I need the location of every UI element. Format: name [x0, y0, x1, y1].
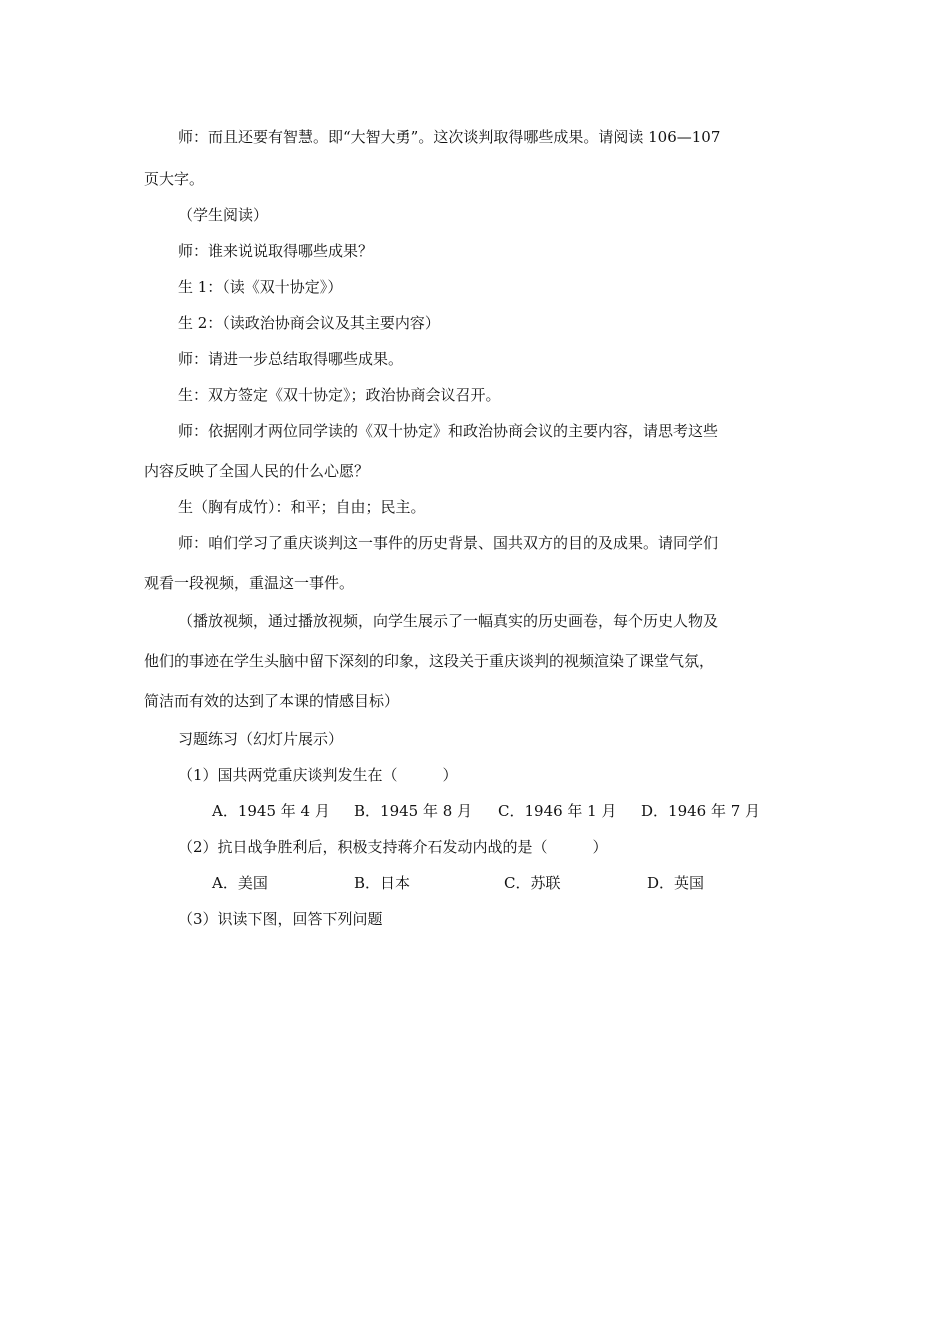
- question-3-stem: （3）识读下图，回答下列问题: [178, 910, 383, 928]
- paragraph-teacher-video-cont: 观看一段视频，重温这一事件。: [144, 574, 355, 592]
- paragraph-teacher-wisdom: 师：而且还要有智慧。即“大智大勇”。这次谈判取得哪些成果。请阅读 106—107: [178, 128, 721, 146]
- exercise-heading: 习题练习（幻灯片展示）: [178, 730, 344, 748]
- question-2-option-a: A．美国: [212, 874, 268, 892]
- paragraph-teacher-wisdom-cont: 页大字。: [144, 170, 205, 188]
- question-1-option-d: D．1946 年 7 月: [641, 802, 761, 820]
- paragraph-student-confident: 生（胸有成竹）：和平；自由；民主。: [178, 498, 426, 516]
- paragraph-play-video-cont: 他们的事迹在学生头脑中留下深刻的印象，这段关于重庆谈判的视频渲染了课堂气氛，: [144, 652, 715, 670]
- question-2-stem: （2）抗日战争胜利后，积极支持蒋介石发动内战的是（ ）: [178, 838, 608, 856]
- question-2-option-b: B．日本: [354, 874, 411, 892]
- question-2-option-d: D．英国: [647, 874, 705, 892]
- paragraph-teacher-wish: 师：依据刚才两位同学读的《双十协定》和政治协商会议的主要内容，请思考这些: [178, 422, 719, 440]
- question-1-option-c: C．1946 年 1 月: [498, 802, 617, 820]
- paragraph-play-video-end: 简洁而有效的达到了本课的情感目标）: [144, 692, 400, 710]
- paragraph-student-2: 生 2：（读政治协商会议及其主要内容）: [178, 314, 440, 332]
- paragraph-teacher-question: 师：谁来说说取得哪些成果？: [178, 242, 374, 260]
- paragraph-play-video: （播放视频，通过播放视频，向学生展示了一幅真实的历史画卷，每个历史人物及: [178, 612, 719, 630]
- question-1-stem: （1）国共两党重庆谈判发生在（ ）: [178, 766, 458, 784]
- question-2-option-c: C．苏联: [504, 874, 561, 892]
- paragraph-student-reading: （学生阅读）: [178, 206, 269, 224]
- paragraph-student-answer: 生：双方签定《双十协定》；政治协商会议召开。: [178, 386, 501, 404]
- paragraph-teacher-wish-cont: 内容反映了全国人民的什么心愿？: [144, 462, 370, 480]
- paragraph-student-1: 生 1：（读《双十协定》）: [178, 278, 343, 296]
- question-1-option-a: A．1945 年 4 月: [212, 802, 330, 820]
- paragraph-teacher-summary: 师：请进一步总结取得哪些成果。: [178, 350, 404, 368]
- question-1-option-b: B．1945 年 8 月: [354, 802, 473, 820]
- paragraph-teacher-video: 师：咱们学习了重庆谈判这一事件的历史背景、国共双方的目的及成果。请同学们: [178, 534, 719, 552]
